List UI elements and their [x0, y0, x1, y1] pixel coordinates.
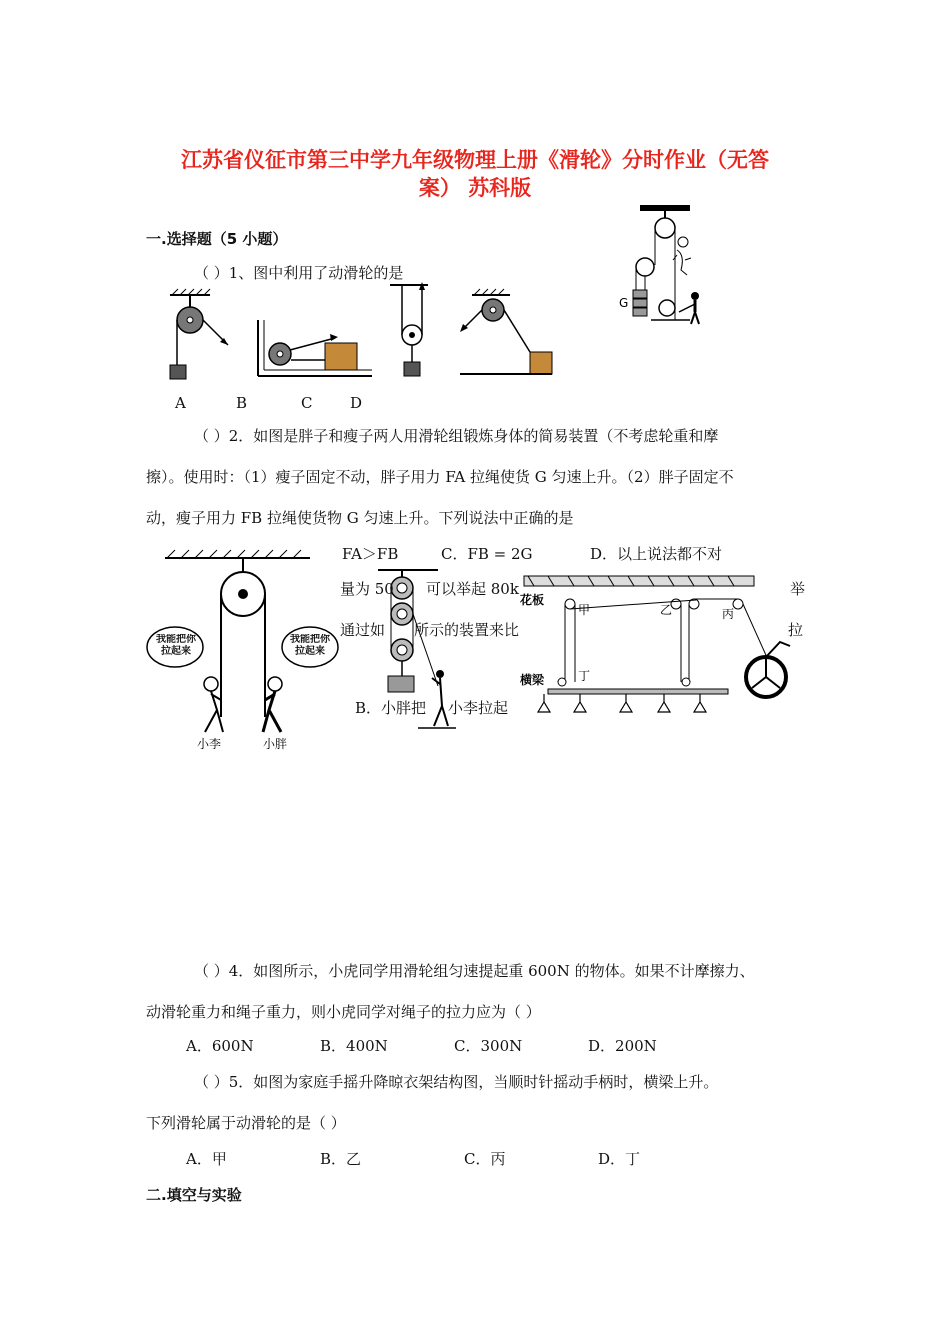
rack-label-bing: 丙: [722, 607, 735, 621]
figure-b-horizontal-pulley: [258, 320, 372, 376]
q4-option-a: A．600N: [186, 1037, 254, 1055]
q5-option-c: C．丙: [464, 1150, 506, 1168]
q5-clothes-rack-figure: [518, 572, 808, 722]
q2-option-c: C．FB = 2G: [441, 545, 533, 563]
q4-option-c: C．300N: [454, 1037, 523, 1055]
q3-fragment-2: 可以举起 80k: [426, 580, 519, 598]
bubble-right-text: 我能把你拉起来: [290, 634, 330, 657]
q2-option-b: FA＞FB: [342, 545, 399, 563]
question-1-text: （ ）1、图中利用了动滑轮的是: [194, 264, 404, 282]
q3-fragment-6: 小李拉起: [448, 699, 509, 717]
question-4-line2: 动滑轮重力和绳子重力，则小虎同学对绳子的拉力应为（ ）: [146, 1003, 541, 1021]
person-right-label: 小胖: [263, 737, 288, 751]
q3-fragment-4: 所示的装置来比: [414, 621, 520, 639]
fig-g-label: G: [619, 296, 629, 310]
q1-pulley-figures: [160, 280, 560, 390]
q3-right-fragment-2: 拉: [788, 621, 804, 639]
bubble-left-text: 我能把你拉起来: [156, 634, 196, 657]
q2-option-d: D．以上说法都不对: [590, 545, 723, 563]
q5-option-a: A．甲: [186, 1150, 227, 1168]
q3-fragment-3: 通过如: [340, 621, 386, 639]
q4-option-b: B．400N: [320, 1037, 388, 1055]
figure-label-c: C: [301, 394, 313, 412]
q5-option-d: D．丁: [598, 1150, 641, 1168]
page-title-line2: 案） 苏科版: [418, 176, 532, 200]
rack-label-yi: 乙: [660, 603, 673, 617]
section-heading-fill: 二.填空与实验: [146, 1186, 242, 1204]
question-2-line1: （ ）2．如图是胖子和瘦子两人用滑轮组锻炼身体的简易装置（不考虑轮重和摩: [194, 427, 719, 445]
q5-option-b: B．乙: [320, 1150, 362, 1168]
rack-beam-label: 横梁: [520, 673, 545, 687]
q4-option-d: D．200N: [588, 1037, 657, 1055]
figure-label-d: D: [350, 394, 363, 412]
figure-d-fixed-pulley: [460, 289, 552, 374]
figure-label-a: A: [175, 394, 186, 412]
figure-a-fixed-pulley: [170, 289, 228, 379]
q3-two-people-pulley-figure: [145, 542, 335, 754]
page-title-line1: 江苏省仪征市第三中学九年级物理上册《滑轮》分时作业（无答: [181, 148, 769, 172]
figure-c-movable-pulley: [390, 282, 428, 376]
figure-label-b: B: [236, 394, 248, 412]
q3-right-fragment-1: 举: [790, 580, 806, 598]
q3-fragment-5: B．小胖把: [355, 699, 427, 717]
rack-label-ding: 丁: [578, 669, 591, 683]
q3-fragment-1: 量为 50: [340, 580, 394, 598]
question-4-line1: （ ）4．如图所示，小虎同学用滑轮组匀速提起重 600N 的物体。如果不计摩擦力、: [194, 962, 755, 980]
rack-label-jia: 甲: [578, 603, 591, 617]
question-2-line2: 擦）。使用时：（1）瘦子固定不动，胖子用力 FA 拉绳使货 G 匀速上升。（2）胖子固定不: [146, 468, 734, 486]
section-heading-choice: 一.选择题（5 小题）: [146, 230, 288, 248]
question-5-line2: 下列滑轮属于动滑轮的是（ ）: [146, 1114, 346, 1132]
question-5-line1: （ ）5．如图为家庭手摇升降晾衣架结构图，当顺时针摇动手柄时，横梁上升。: [194, 1073, 719, 1091]
q2-pulley-system-figure: [615, 200, 715, 330]
person-left-label: 小李: [197, 737, 222, 751]
question-2-line3: 动，瘦子用力 FB 拉绳使货物 G 匀速上升。下列说法中正确的是: [146, 509, 574, 527]
rack-ceiling-label: 花板: [520, 593, 545, 607]
